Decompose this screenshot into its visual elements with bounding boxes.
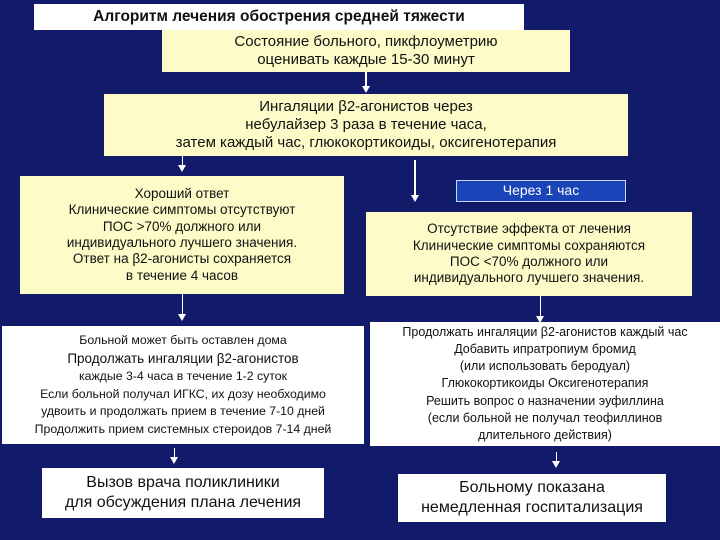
home-treatment-line: каждые 3-4 часа в течение 1-2 суток: [78, 369, 288, 384]
no-effect-line: индивидуального лучшего значения.: [413, 270, 645, 286]
arrow-head: [178, 314, 186, 321]
no-effect-line: Отсутствие эффекта от лечения: [427, 221, 631, 237]
arrow-head: [362, 86, 370, 93]
monitor-line: оценивать каждые 15-30 минут: [257, 51, 475, 68]
continue-treatment-line: Решить вопрос о назначении эуфиллина: [426, 393, 664, 408]
home-treatment-box: [2, 326, 364, 444]
good-response-line: Клинические симптомы отсутствуют: [68, 202, 296, 218]
call-doctor-box: [42, 468, 324, 518]
home-treatment-line: Больной может быть оставлен дома: [79, 332, 287, 347]
call-doctor-line: для обсуждения плана лечения: [64, 494, 302, 511]
continue-treatment-line: Глюкокортикоиды Оксигенотерапия: [441, 376, 649, 391]
continue-treatment-line: (если больной не получал теофиллинов: [427, 410, 663, 425]
good-response-line: ПОС >70% должного или: [102, 218, 262, 234]
hospitalization-box: [398, 474, 666, 522]
good-response-line: Хороший ответ: [134, 185, 230, 201]
good-response-line: Ответ на β2-агонисты сохраняется: [72, 251, 292, 267]
call-doctor-line: Вызов врача поликлиники: [86, 474, 280, 492]
hospitalization-line: Больному показана: [459, 479, 605, 497]
good-response-box: [20, 176, 344, 294]
connector-arrow: [182, 294, 183, 314]
inhalation-line: небулайзер 3 раза в течение часа,: [245, 115, 487, 133]
hospitalization-line: немедленная госпитализация: [421, 499, 643, 516]
continue-treatment-line: Продолжать ингаляции β2-агонистов каждый час: [402, 324, 688, 339]
monitor-box: [162, 30, 570, 72]
home-treatment-line: Продолжить прием системных стероидов 7-14 дней: [34, 421, 332, 436]
page-title: Алгоритм лечения обострения средней тяжести: [34, 4, 524, 30]
arrow-head: [552, 461, 560, 468]
continue-treatment-box: [370, 322, 720, 446]
no-effect-line: ПОС <70% должного или: [449, 254, 609, 269]
after-hour-box: Через 1 час: [456, 180, 626, 202]
continue-treatment-line: Добавить ипратропиум бромид: [454, 341, 636, 356]
arrow-head: [170, 457, 178, 464]
no-effect-box: [366, 212, 692, 296]
inhalation-box: [104, 94, 628, 156]
home-treatment-line: Продолжать ингаляции β2-агонистов: [67, 351, 299, 367]
arrow-head: [411, 195, 419, 202]
inhalation-line: затем каждый час, глюкокортикоиды, оксигенотерапия: [175, 134, 557, 152]
inhalation-line: Ингаляции β2-агонистов через: [259, 97, 473, 115]
home-treatment-line: Если больной получал ИГКС, их дозу необходимо: [40, 386, 326, 401]
continue-treatment-line: длительного действия): [478, 428, 612, 443]
good-response-line: индивидуального лучшего значения.: [66, 235, 298, 250]
home-treatment-line: удвоить и продолжать прием в течение 7-10 дней: [41, 404, 325, 419]
continue-treatment-line: (или использовать беродуал): [459, 359, 631, 374]
connector-arrow: [414, 160, 416, 195]
no-effect-line: Клинические симптомы сохраняются: [412, 237, 646, 253]
arrow-head: [178, 165, 186, 172]
good-response-line: в течение 4 часов: [125, 267, 239, 283]
monitor-line: Состояние больного, пикфлоуметрию: [234, 32, 498, 50]
connector-arrow: [540, 296, 541, 316]
